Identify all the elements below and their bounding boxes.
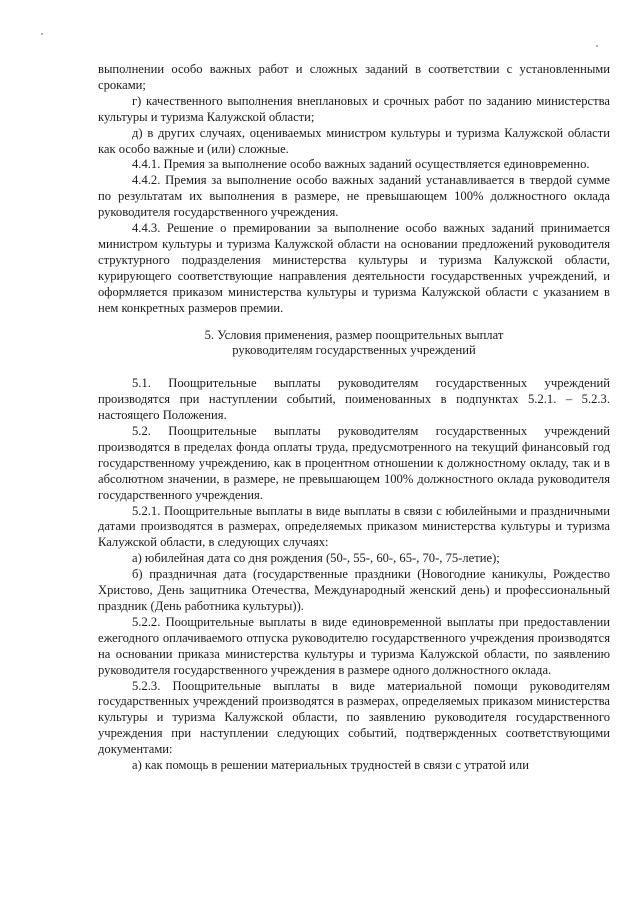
paragraph: 5.2.1. Поощрительные выплаты в виде выплаты в связи с юбилейными и праздничными датами производятся в размерах, определяемых приказом министерства культуры и туризма Калужской области, в следующих случаях: — [98, 503, 610, 550]
paragraph: б) праздничная дата (государственные праздники (Новогодние каникулы, Рождество Христово, День защитника Отечества, Международный женский день) и профессиональный праздник (День работника культуры)). — [98, 567, 610, 613]
paragraph: 4.4.3. Решение о премировании за выполнение особо важных заданий принимается министром культуры и туризма Калужской области на основании предложений руководителя структурного подразделения министерства культуры и туризма Калужской области, курирующего соответствующие направления деятельности государственных учреждений, и оформляется приказом министерства культуры и туризма Калужской области с указанием в нем конкретных размеров премии. — [98, 221, 610, 315]
scan-speck — [596, 45, 598, 47]
paragraphs-bottom — [98, 376, 610, 774]
paragraph: 5.1. Поощрительные выплаты руководителям государственных учреждений производятся при наступлении событий, поименованных в подпунктах 5.2.1. – 5.2.3. настоящего Положения. — [98, 376, 610, 423]
paragraphs-top — [98, 62, 610, 317]
paragraph: д) в других случаях, оцениваемых министром культуры и туризма Калужской области как особо важные и (или) сложные. — [98, 125, 610, 156]
paragraph: 4.4.1. Премия за выполнение особо важных заданий осуществляется единовременно. — [132, 157, 590, 172]
document-body — [98, 62, 610, 774]
paragraph: а) юбилейная дата со дня рождения (50-, 55-, 60-, 65-, 70-, 75-летие); — [132, 551, 500, 566]
paragraph: 5.2.3. Поощрительные выплаты в виде материальной помощи руководителям государственных учреждений производятся в размерах, определяемых приказом министерства культуры и туризма Калужской области, по заявлению руководителя государственного учреждения при наступлении следующих событий, подтвержденных соответствующими документами: — [98, 678, 610, 757]
paragraph: 5.2.2. Поощрительные выплаты в виде единовременной выплаты при предоставлении ежегодного оплачиваемого отпуска руководителю государственного учреждения производятся на основании приказа министерства культуры и туризма Калужской области, по заявлению руководителя государственного учреждения в размере одного должностного оклада. — [98, 614, 610, 677]
paragraph: выполнении особо важных работ и сложных заданий в соответствии с установленными сроками; — [98, 62, 610, 92]
paragraph: 4.4.2. Премия за выполнение особо важных заданий устанавливается в твердой сумме по результатам их выполнения в размере, не превышающем 100% должностного оклада руководителя государственного учреждения. — [98, 173, 610, 220]
paragraph: г) качественного выполнения внеплановых и срочных работ по заданию министерства культуры и туризма Калужской области; — [98, 93, 610, 124]
section-heading-line-1: 5. Условия применения, размер поощрительных выплат — [204, 327, 504, 342]
paragraph: а) как помощь в решении материальных трудностей в связи с утратой или — [132, 758, 529, 773]
section-heading — [98, 328, 610, 360]
section-heading-line-2: руководителям государственных учреждений — [232, 343, 476, 358]
paragraph: 5.2. Поощрительные выплаты руководителям государственных учреждений производятся в пределах фонда оплаты труда, предусмотренного на текущий финансовый год государственному учреждению, как в процентном отношении к должностному окладу, так и в абсолютном значении, в размере, не превышающем 100% должностного оклада руководителя государственного учреждения. — [98, 424, 610, 502]
scan-speck — [41, 33, 43, 35]
